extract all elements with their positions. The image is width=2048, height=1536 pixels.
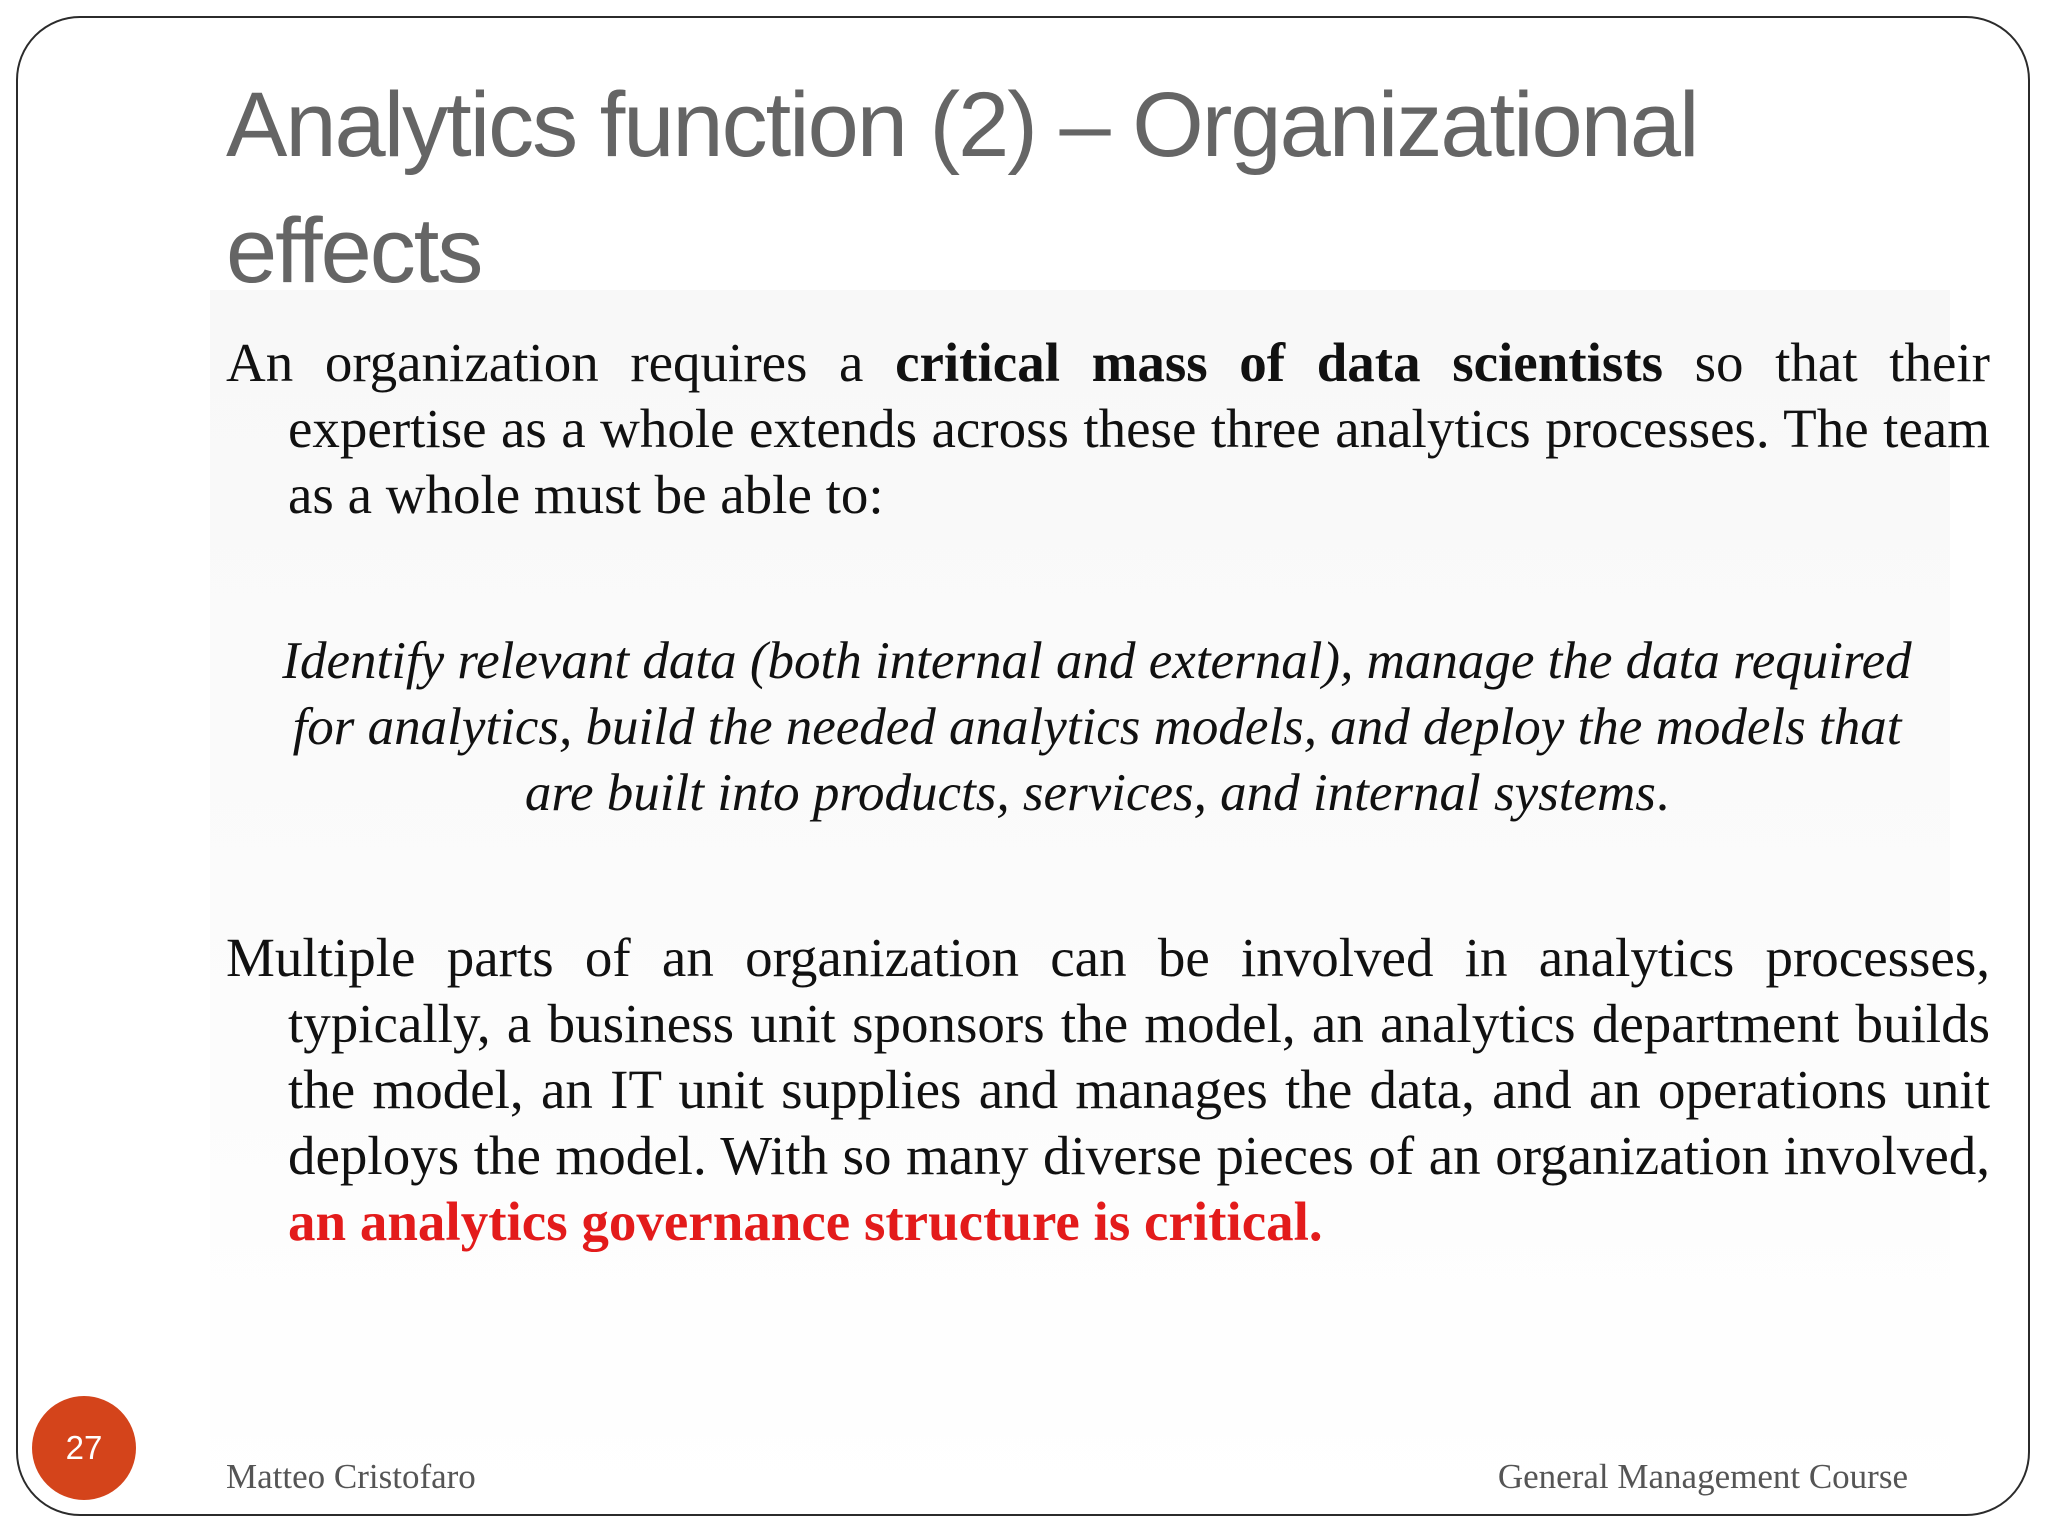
paragraph-critical-mass-rest: so that their expertise as a whole extends across these three analytics processes. The team as a whole must be able to: xyxy=(288,332,1990,525)
team-abilities-period: . xyxy=(1655,764,1670,822)
footer-author: Matteo Cristofaro xyxy=(226,1457,476,1496)
governance-emphasis: an analytics governance structure is critical. xyxy=(288,1191,1323,1252)
page-number-badge: 27 xyxy=(32,1396,136,1500)
paragraph-organization-parts xyxy=(226,925,1990,1255)
critical-mass-emphasis: critical mass of data scientists xyxy=(895,332,1664,393)
paragraph-critical-mass-intro: An organization requires a xyxy=(226,332,896,393)
paragraph-team-abilities xyxy=(226,628,1928,826)
organization-parts-text: Multiple parts of an organization can be involved in analytics processes, typically, a business unit sponsors the model, an analytics department builds the model, an IT unit supplies and manages the data, and an operations unit deploys the model. With so many diverse pieces of an organization involved, xyxy=(226,927,1990,1186)
paragraph-critical-mass xyxy=(226,330,1990,528)
team-abilities-text: Identify relevant data (both internal and external), manage the data required for analytics, build the needed analytics models, and deploy the models that are built into products, services, and internal systems xyxy=(282,632,1912,822)
footer-course: General Management Course xyxy=(1497,1457,1908,1496)
slide-title: Analytics function (2) – Organizational effects xyxy=(226,74,1698,302)
